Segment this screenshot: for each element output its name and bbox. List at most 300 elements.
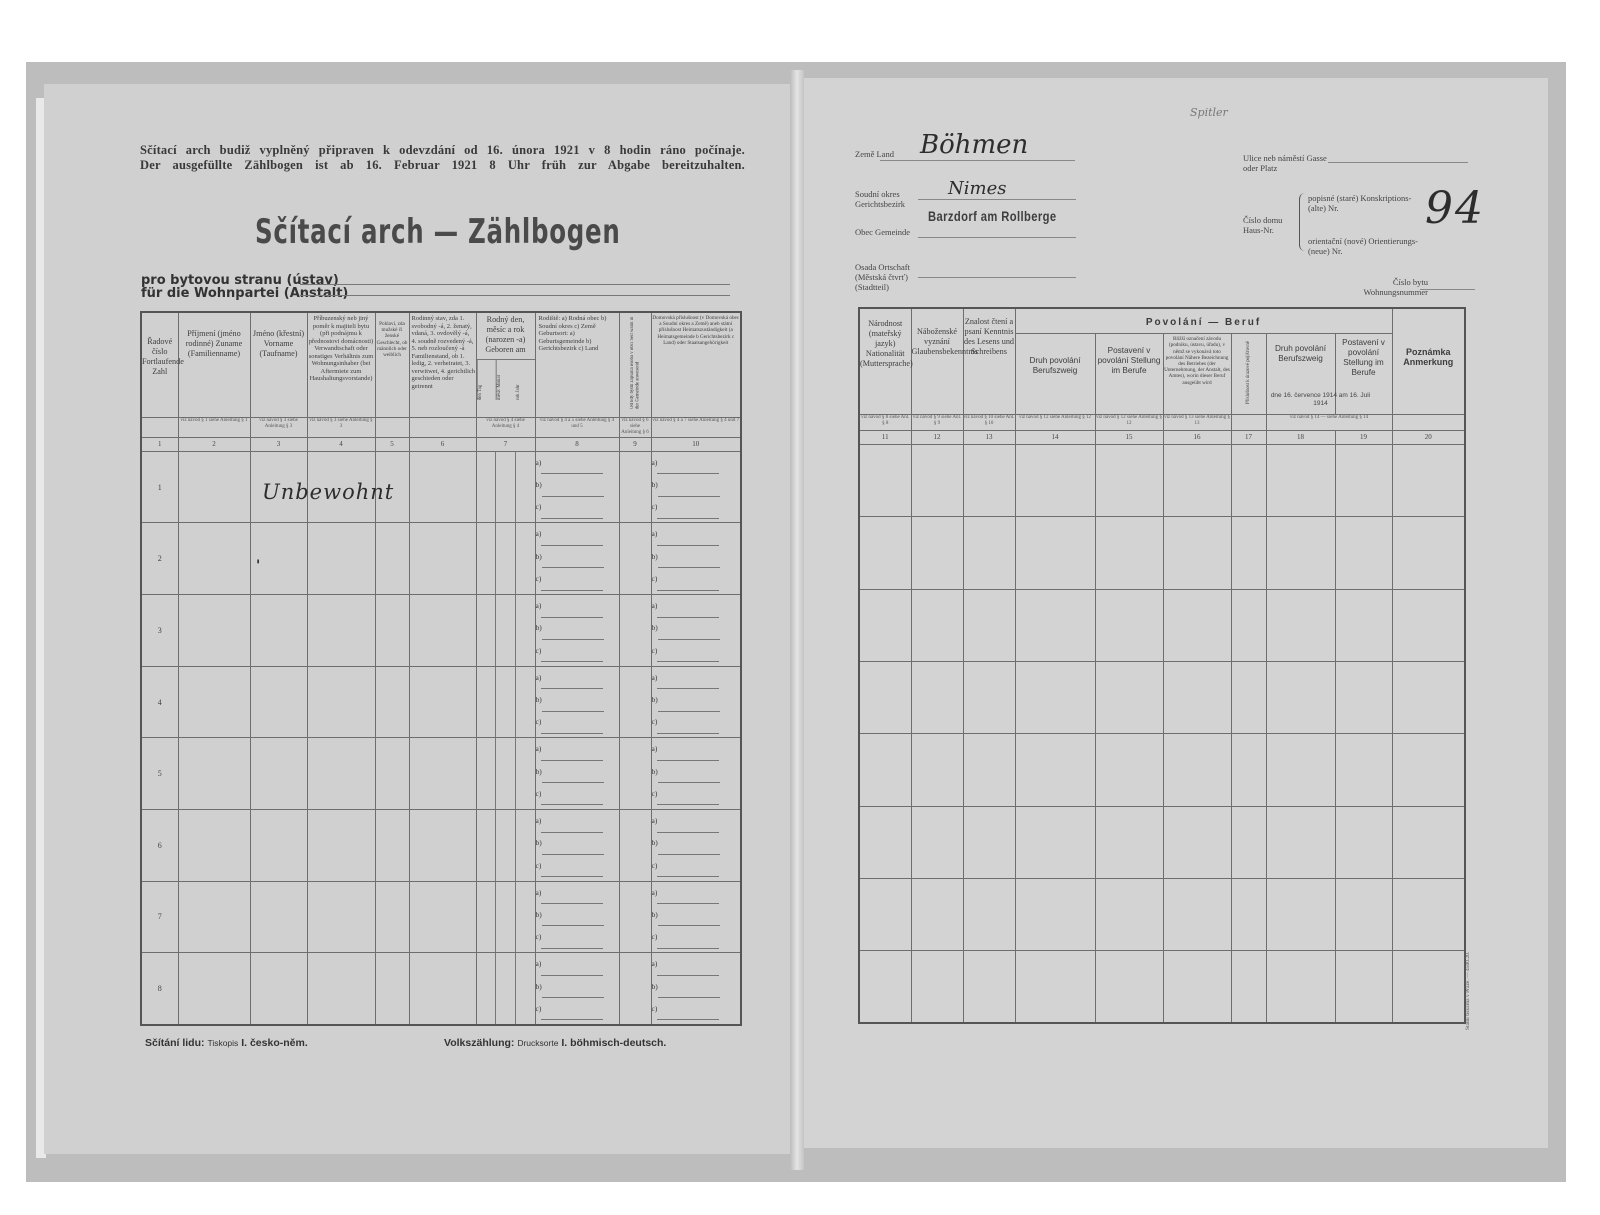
abc-label: b) — [535, 623, 542, 633]
table-cell[interactable] — [409, 881, 476, 953]
occupation-heading: Povolání — Beruf — [1145, 317, 1262, 329]
header-col-7: Rodný den, měsíc a rok (narozen -a) Geboren am — [485, 315, 526, 354]
header-col-3: Jméno (křestní) Vorname (Taufname) — [252, 329, 305, 358]
abc-label: a) — [535, 816, 542, 825]
fill-line — [541, 508, 603, 519]
table-cell[interactable] — [1163, 806, 1231, 878]
abc-line — [652, 882, 741, 904]
fill-line — [541, 463, 603, 474]
table-cell[interactable] — [375, 666, 409, 738]
abc-label: b) — [535, 551, 542, 561]
col-number: 20 — [1392, 431, 1465, 445]
table-cell[interactable] — [409, 810, 476, 882]
table-cell[interactable] — [651, 738, 741, 810]
abc-line — [536, 810, 619, 832]
abc-line — [536, 452, 619, 474]
fill-line — [542, 772, 604, 783]
table-row — [141, 881, 741, 953]
fill-line — [542, 844, 604, 855]
table-cell[interactable] — [651, 595, 741, 667]
abc-label: b) — [651, 838, 658, 848]
table-cell[interactable] — [178, 595, 250, 667]
col-number: 14 — [1015, 431, 1095, 445]
abc-line — [652, 595, 741, 617]
table-cell[interactable] — [963, 734, 1015, 806]
table-cell[interactable] — [178, 810, 250, 882]
table-cell[interactable] — [178, 881, 250, 953]
household-label — [141, 274, 348, 300]
abc-line — [652, 810, 741, 832]
table-cell[interactable] — [651, 451, 741, 523]
table-cell[interactable] — [375, 810, 409, 882]
table-cell[interactable] — [409, 523, 476, 595]
abc-line — [536, 640, 619, 662]
table-cell[interactable] — [307, 595, 375, 667]
abc-line — [652, 832, 741, 854]
abc-line — [536, 667, 619, 689]
abc-line — [652, 976, 741, 998]
fill-line — [300, 295, 730, 296]
fill-line — [542, 557, 604, 568]
table-cell[interactable] — [1392, 661, 1465, 733]
printer-mark: Státní tiskárna v Praze. — 4500.20. — [1465, 951, 1471, 1030]
table-cell[interactable] — [859, 734, 911, 806]
table-cell[interactable] — [651, 881, 741, 953]
col-number: 5 — [375, 438, 409, 452]
table-cell[interactable] — [651, 523, 741, 595]
table-cell[interactable] — [1095, 878, 1163, 950]
table-cell[interactable] — [476, 523, 535, 595]
table-cell[interactable] — [963, 517, 1015, 589]
table-cell[interactable] — [1163, 951, 1231, 1023]
abc-line — [652, 904, 741, 926]
table-cell[interactable] — [476, 738, 535, 810]
table-cell[interactable] — [1015, 661, 1095, 733]
abc-line — [652, 738, 741, 760]
table-cell[interactable] — [859, 806, 911, 878]
abc-label: b) — [535, 480, 542, 490]
table-cell[interactable] — [859, 517, 911, 589]
table-cell[interactable] — [1095, 661, 1163, 733]
table-cell[interactable] — [535, 953, 619, 1025]
fill-line — [657, 651, 719, 662]
col-number: 9 — [619, 438, 651, 452]
abc-line — [536, 689, 619, 711]
table-cell[interactable] — [911, 951, 963, 1023]
table-cell[interactable] — [250, 881, 307, 953]
table-cell[interactable] — [1163, 445, 1231, 517]
table-cell[interactable] — [911, 661, 963, 733]
table-cell[interactable] — [1335, 661, 1392, 733]
ref-col-11: viz návod § 8 siehe Anl. § 8 — [861, 415, 910, 427]
header-row — [141, 312, 741, 418]
table-cell[interactable] — [859, 589, 911, 661]
abc-line — [652, 855, 741, 877]
table-cell[interactable] — [1392, 445, 1465, 517]
table-cell[interactable] — [476, 666, 535, 738]
table-cell[interactable] — [307, 953, 375, 1025]
table-cell[interactable] — [476, 451, 535, 523]
table-cell[interactable] — [911, 517, 963, 589]
abc-label: b) — [535, 766, 542, 776]
fill-line — [542, 987, 604, 998]
table-cell[interactable] — [963, 951, 1015, 1023]
abc-line — [536, 474, 619, 496]
table-cell[interactable] — [307, 810, 375, 882]
table-cell[interactable] — [178, 666, 250, 738]
abc-label: b) — [651, 623, 658, 633]
table-cell[interactable] — [1231, 878, 1266, 950]
header-col-18: Druh povolání Berufszweig — [1275, 344, 1326, 364]
table-cell[interactable] — [375, 953, 409, 1025]
table-cell[interactable] — [963, 589, 1015, 661]
table-cell[interactable] — [911, 445, 963, 517]
abc-label: a) — [535, 672, 542, 682]
table-row — [141, 666, 741, 738]
abc-line — [536, 882, 619, 904]
col-number: 19 — [1335, 431, 1392, 445]
table-cell[interactable] — [1335, 589, 1392, 661]
table-cell[interactable] — [375, 523, 409, 595]
table-cell[interactable] — [1335, 445, 1392, 517]
fill-line — [657, 580, 719, 591]
row-number: 5 — [141, 738, 178, 810]
abc-label: a) — [651, 601, 658, 611]
table-cell[interactable] — [1392, 734, 1465, 806]
table-cell[interactable] — [1015, 951, 1095, 1023]
table-cell[interactable] — [535, 810, 619, 882]
table-cell[interactable] — [1015, 517, 1095, 589]
abc-label: c) — [535, 932, 542, 942]
table-cell[interactable] — [1392, 806, 1465, 878]
table-cell[interactable] — [1266, 445, 1335, 517]
table-cell[interactable] — [619, 595, 651, 667]
table-cell[interactable] — [375, 595, 409, 667]
fill-line — [880, 160, 1075, 161]
fill-line — [542, 629, 604, 640]
abc-label: c) — [651, 932, 658, 942]
row-number: 8 — [141, 953, 178, 1025]
col-number: 12 — [911, 431, 963, 445]
fill-line — [1420, 289, 1475, 290]
table-cell[interactable] — [859, 878, 911, 950]
abc-line — [652, 496, 741, 518]
table-cell[interactable] — [911, 734, 963, 806]
table-cell[interactable] — [619, 451, 651, 523]
footer-german-form: I. böhmisch-deutsch. — [561, 1037, 667, 1049]
fill-line — [542, 701, 604, 712]
abc-line — [536, 761, 619, 783]
column-number-row — [859, 431, 1465, 445]
table-cell[interactable] — [619, 810, 651, 882]
table-cell[interactable] — [307, 666, 375, 738]
abc-line — [652, 452, 741, 474]
table-cell[interactable] — [1015, 734, 1095, 806]
footer-czech-label: Sčítání lidu: — [145, 1037, 205, 1049]
header-col-8: Rodiště: a) Rodná obec b) Soudní okres c) Země Geburtsort: a) Geburtsgemeinde b) Gerichtsbezirk c) Land — [538, 315, 607, 352]
reference-row — [859, 415, 1465, 431]
table-cell[interactable] — [476, 595, 535, 667]
instruction-notice — [140, 143, 745, 173]
table-cell[interactable] — [535, 881, 619, 953]
table-cell[interactable] — [619, 881, 651, 953]
district-value: Nimes — [948, 178, 1007, 199]
abc-line — [536, 783, 619, 805]
abc-line — [536, 568, 619, 590]
table-cell[interactable] — [1231, 661, 1266, 733]
table-cell[interactable] — [178, 451, 250, 523]
abc-line — [536, 546, 619, 568]
table-cell[interactable] — [178, 953, 250, 1025]
table-cell[interactable] — [1095, 517, 1163, 589]
table-cell[interactable] — [476, 810, 535, 882]
table-row — [141, 523, 741, 595]
abc-line — [652, 546, 741, 568]
table-cell[interactable] — [535, 595, 619, 667]
table-cell[interactable] — [963, 806, 1015, 878]
table-cell[interactable] — [1163, 734, 1231, 806]
table-cell[interactable] — [307, 738, 375, 810]
table-cell[interactable] — [1015, 878, 1095, 950]
fill-line — [657, 678, 719, 689]
table-cell[interactable] — [1095, 734, 1163, 806]
fill-line — [657, 965, 719, 976]
footer-czech-small: Tiskopis — [207, 1038, 239, 1048]
ref-col-14: viz návod § 12 siehe Anleitung § 12 — [1018, 415, 1092, 421]
col-number: 3 — [250, 438, 307, 452]
table-cell[interactable] — [1095, 806, 1163, 878]
table-cell[interactable] — [178, 523, 250, 595]
table-cell[interactable] — [1335, 517, 1392, 589]
table-cell[interactable] — [1392, 878, 1465, 950]
abc-line — [652, 640, 741, 662]
abc-label: b) — [651, 766, 658, 776]
table-cell[interactable] — [1163, 661, 1231, 733]
abc-line — [652, 474, 741, 496]
table-cell[interactable] — [250, 666, 307, 738]
abc-line — [536, 926, 619, 948]
table-cell[interactable] — [1095, 589, 1163, 661]
table-cell[interactable] — [1015, 589, 1095, 661]
occupation-header-row — [859, 308, 1465, 334]
fill-line — [918, 277, 1076, 278]
table-cell[interactable] — [1266, 661, 1335, 733]
header-col-14: Druh povolání Berufszweig — [1029, 356, 1081, 376]
table-cell[interactable] — [1095, 445, 1163, 517]
table-cell[interactable] — [535, 738, 619, 810]
abc-line — [536, 855, 619, 877]
abc-line — [536, 738, 619, 760]
table-cell[interactable] — [409, 666, 476, 738]
fill-line — [541, 750, 603, 761]
table-cell[interactable] — [963, 445, 1015, 517]
footer-german — [444, 1037, 666, 1049]
table-cell[interactable] — [1335, 951, 1392, 1023]
fill-line — [541, 651, 603, 662]
table-cell[interactable] — [1015, 445, 1095, 517]
table-cell[interactable] — [651, 810, 741, 882]
abc-label: c) — [651, 788, 658, 798]
table-cell[interactable] — [911, 806, 963, 878]
col-number: 18 — [1266, 431, 1335, 445]
fill-line — [541, 535, 603, 546]
footer-german-small: Drucksorte — [517, 1038, 559, 1048]
form-title: Sčítací arch — Zählbogen — [255, 212, 621, 252]
table-cell[interactable] — [1266, 806, 1335, 878]
abc-line — [652, 667, 741, 689]
table-row — [141, 595, 741, 667]
header-col-11: Národnost (mateřský jazyk) Nationalität (Muttersprache) — [860, 319, 913, 368]
table-cell[interactable] — [250, 953, 307, 1025]
abc-label: b) — [535, 909, 542, 919]
col-number: 13 — [963, 431, 1015, 445]
fill-line — [658, 557, 720, 568]
table-cell[interactable] — [535, 523, 619, 595]
abc-label: a) — [651, 816, 658, 825]
fill-line — [541, 965, 603, 976]
ref-col-2: viz návod § 1 siehe Anleitung § 1 — [180, 418, 248, 424]
table-cell[interactable] — [1266, 734, 1335, 806]
table-cell[interactable] — [619, 666, 651, 738]
table-cell[interactable] — [1015, 806, 1095, 878]
table-cell[interactable] — [1392, 951, 1465, 1023]
table-cell[interactable] — [651, 953, 741, 1025]
abc-label: c) — [651, 502, 658, 512]
table-cell[interactable] — [619, 738, 651, 810]
abc-line — [652, 689, 741, 711]
abc-label: c) — [651, 574, 658, 584]
col-number: 10 — [651, 438, 741, 452]
table-cell[interactable] — [1392, 517, 1465, 589]
table-cell[interactable] — [250, 738, 307, 810]
table-row — [859, 878, 1465, 950]
table-cell[interactable] — [859, 661, 911, 733]
table-cell[interactable] — [1335, 878, 1392, 950]
table-cell[interactable] — [1335, 734, 1392, 806]
abc-line — [536, 832, 619, 854]
table-cell[interactable] — [1231, 734, 1266, 806]
column-number-row — [141, 438, 741, 452]
fill-line — [542, 915, 604, 926]
fill-line — [541, 893, 603, 904]
table-cell[interactable] — [250, 810, 307, 882]
table-cell[interactable] — [375, 881, 409, 953]
table-cell[interactable] — [1392, 589, 1465, 661]
abc-line — [536, 953, 619, 975]
abc-line — [652, 998, 741, 1020]
table-cell[interactable] — [911, 589, 963, 661]
abc-line — [536, 904, 619, 926]
ref-col-18-19: viz návod § 14 — siehe Anleitung § 14 — [1289, 415, 1369, 421]
table-cell[interactable] — [1163, 878, 1231, 950]
abc-line — [652, 761, 741, 783]
table-cell[interactable] — [963, 878, 1015, 950]
census-table-left — [140, 311, 742, 1026]
table-cell[interactable] — [476, 881, 535, 953]
table-cell[interactable] — [1231, 951, 1266, 1023]
col-number: 7 — [476, 438, 535, 452]
abc-label: b) — [651, 695, 658, 705]
table-cell[interactable] — [859, 951, 911, 1023]
abc-line — [536, 711, 619, 733]
table-cell[interactable] — [1335, 806, 1392, 878]
row-number: 3 — [141, 595, 178, 667]
table-cell[interactable] — [375, 738, 409, 810]
table-cell[interactable] — [1231, 806, 1266, 878]
table-cell[interactable] — [1163, 589, 1231, 661]
table-cell[interactable] — [1266, 517, 1335, 589]
abc-line — [536, 523, 619, 545]
table-cell[interactable] — [651, 666, 741, 738]
table-cell[interactable] — [859, 445, 911, 517]
table-cell[interactable] — [1266, 951, 1335, 1023]
abc-label: b) — [651, 981, 658, 991]
table-cell[interactable] — [535, 451, 619, 523]
table-cell[interactable] — [307, 523, 375, 595]
table-cell[interactable] — [1266, 878, 1335, 950]
table-cell[interactable] — [1231, 517, 1266, 589]
table-cell[interactable] — [1095, 951, 1163, 1023]
abc-line — [536, 617, 619, 639]
table-cell[interactable] — [619, 523, 651, 595]
table-cell[interactable] — [963, 661, 1015, 733]
table-cell[interactable] — [250, 595, 307, 667]
street-label: Ulice neb náměstí Gasse oder Platz — [1243, 153, 1327, 173]
fill-line — [541, 938, 603, 949]
notice-german: Der ausgefüllte Zählbogen ist ab 16. Februar 1921 8 Uhr früh zur Abgabe bereitzuhalten. — [140, 158, 745, 172]
table-cell[interactable] — [1231, 589, 1266, 661]
header-col-5: Pohlaví, zda mužské či ženské Geschlecht, ob männlich oder weiblich — [376, 321, 408, 359]
fill-line — [657, 893, 719, 904]
table-cell[interactable] — [409, 451, 476, 523]
table-cell[interactable] — [307, 881, 375, 953]
fill-line — [658, 629, 720, 640]
header-col-15: Postavení v povolání Stellung im Berufe — [1097, 346, 1161, 376]
table-row — [859, 517, 1465, 589]
abc-label: a) — [651, 959, 658, 969]
table-cell[interactable] — [1231, 445, 1266, 517]
abc-line — [652, 617, 741, 639]
table-cell[interactable] — [619, 953, 651, 1025]
fill-line — [657, 794, 719, 805]
header-col-2: Příjmení (jméno rodinné) Zuname (Familienname) — [185, 329, 243, 358]
table-cell[interactable] — [1266, 589, 1335, 661]
table-cell[interactable] — [911, 878, 963, 950]
table-cell[interactable] — [535, 666, 619, 738]
table-cell[interactable] — [178, 738, 250, 810]
apartment-number-label: Číslo bytu Wohnungsnummer — [1363, 277, 1428, 297]
table-cell[interactable] — [409, 953, 476, 1025]
col-number: 6 — [409, 438, 476, 452]
table-cell[interactable] — [409, 738, 476, 810]
table-cell[interactable] — [1163, 517, 1231, 589]
table-row — [141, 810, 741, 882]
abc-line — [652, 783, 741, 805]
ref-col-12: viz návod § 9 siehe Anl. § 9 — [912, 415, 962, 427]
table-row — [141, 451, 741, 523]
orientation-number-label: orientační (nové) Orientierungs- (neue) Nr. — [1308, 236, 1418, 256]
abc-line — [652, 926, 741, 948]
footer-german-label: Volkszählung: — [444, 1037, 515, 1049]
date-subheaders — [477, 359, 535, 400]
table-cell[interactable] — [409, 595, 476, 667]
table-cell[interactable] — [476, 953, 535, 1025]
fill-line — [541, 607, 603, 618]
footer-czech — [145, 1037, 308, 1049]
brace — [1299, 193, 1308, 251]
header-col-4: Příbuzenský neb jiný poměr k majiteli bytu (při podnájmu k přednostovi domácnosti) Verwandtschaft oder sonstiges Verhältnis zum Wohnungsinhaber (bei Aftermiete zum Haushaltungsvorstande) — [308, 315, 374, 382]
fill-line — [541, 580, 603, 591]
